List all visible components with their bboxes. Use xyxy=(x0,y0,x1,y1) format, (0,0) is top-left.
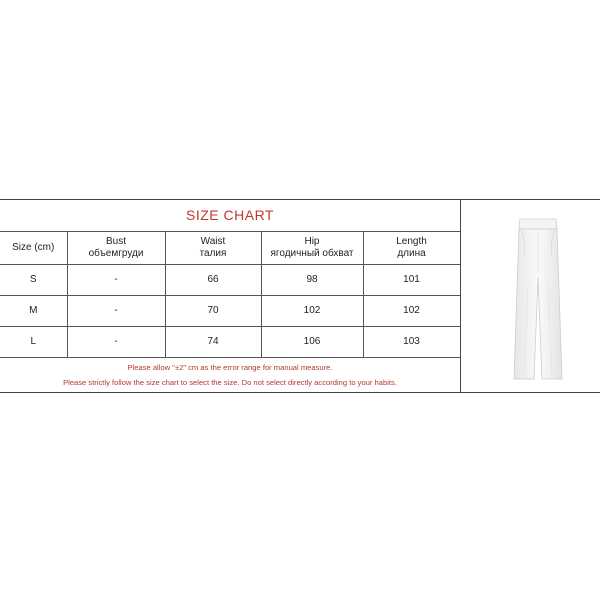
cell-waist: 66 xyxy=(165,265,261,296)
table-header-row xyxy=(0,232,460,265)
size-notes xyxy=(0,360,460,390)
header-waist: Waist талия xyxy=(165,232,261,265)
cell-bust: - xyxy=(67,327,165,358)
header-hip: Hip ягодичный обхват xyxy=(261,232,363,265)
cell-bust: - xyxy=(67,296,165,327)
size-table xyxy=(0,231,461,358)
header-length: Length длина xyxy=(363,232,460,265)
chart-title: SIZE CHART xyxy=(186,207,274,223)
image-divider xyxy=(460,200,461,392)
cell-bust: - xyxy=(67,265,165,296)
cell-length: 103 xyxy=(363,327,460,358)
cell-waist: 70 xyxy=(165,296,261,327)
cell-size: M xyxy=(0,296,67,327)
cell-length: 102 xyxy=(363,296,460,327)
table-row xyxy=(0,265,460,296)
cell-hip: 106 xyxy=(261,327,363,358)
cell-waist: 74 xyxy=(165,327,261,358)
cell-hip: 102 xyxy=(261,296,363,327)
cell-size: L xyxy=(0,327,67,358)
table-row xyxy=(0,296,460,327)
error-range-note: Please allow "±2" cm as the error range for manual measure. xyxy=(127,363,333,372)
header-bust: Bust объемгруди xyxy=(67,232,165,265)
table-row xyxy=(0,327,460,358)
cell-length: 101 xyxy=(363,265,460,296)
white-pants-icon xyxy=(498,215,578,383)
cell-hip: 98 xyxy=(261,265,363,296)
instruction-note: Please strictly follow the size chart to select the size. Do not select directly according to your habits. xyxy=(63,378,397,387)
cell-size: S xyxy=(0,265,67,296)
header-size: Size (cm) xyxy=(0,232,67,265)
